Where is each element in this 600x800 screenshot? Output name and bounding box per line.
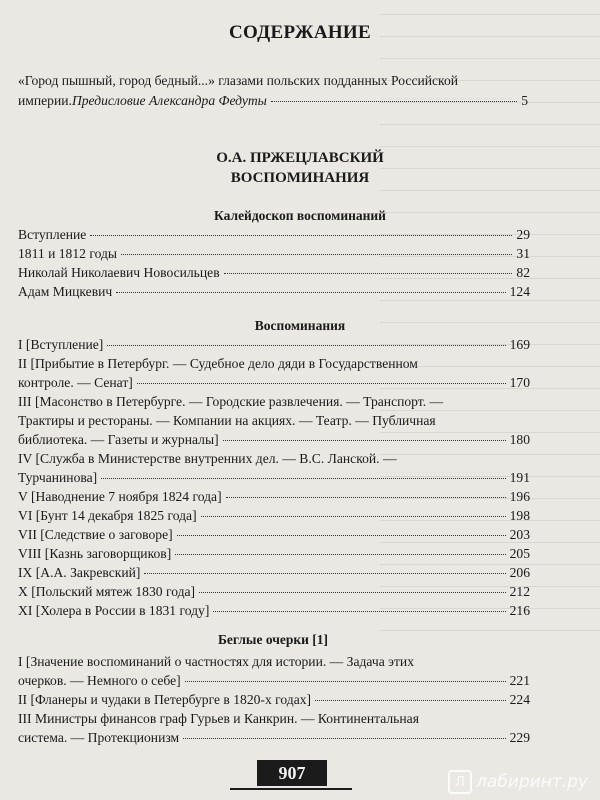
author-name: О.А. ПРЖЕЦЛАВСКИЙ (216, 150, 384, 166)
toc-entry (18, 392, 530, 449)
toc-entry-line (18, 335, 530, 354)
page-number: 206 (509, 565, 530, 580)
toc-entry-text: библиотека. — Газеты и журналы] (18, 432, 219, 447)
page-number: 5 (521, 93, 528, 108)
preface-entry (18, 71, 528, 111)
toc-entry-line (18, 282, 530, 301)
preface-italic: Предисловие Александра Федуты (71, 93, 267, 108)
leader-dots (271, 101, 517, 102)
toc-entry-line (18, 728, 530, 747)
toc-entry-line (18, 373, 530, 392)
toc-entry (18, 525, 530, 544)
toc-entry (18, 263, 530, 282)
toc-entry (18, 225, 530, 244)
toc-kaleidoscope (18, 225, 530, 301)
toc-entry-line (18, 563, 530, 582)
leader-dots (315, 700, 506, 701)
preface-line-1: «Город пышный, город бедный...» глазами польских подданных Российской (18, 73, 459, 88)
page-number: 221 (509, 673, 530, 688)
toc-entry-text: VIII [Казнь заговорщиков] (18, 546, 172, 561)
page-number: 216 (509, 603, 530, 618)
preface-line-2 (18, 91, 528, 111)
toc-entry (18, 335, 530, 354)
toc-entry (18, 244, 530, 263)
section-heading-kaleidoscope: Калейдоскоп воспоминаний (214, 208, 386, 223)
toc-entry-line (18, 354, 530, 373)
leader-dots (201, 516, 506, 517)
toc-entry-line (18, 671, 530, 690)
toc-entry-line (18, 263, 530, 282)
page-folio: 907 (257, 760, 327, 786)
toc-entry-text: IV [Служба в Министерстве внутренних дел. — В.С. Ланской. — (18, 451, 397, 466)
page-number: 196 (509, 489, 530, 504)
toc-entry-text: 1811 и 1812 годы (18, 246, 118, 261)
toc-entry-line (18, 652, 530, 671)
toc-entry-line (18, 411, 530, 430)
leader-dots (199, 592, 506, 593)
toc-entry-text: I [Значение воспоминаний о частностях для истории. — Задача этих (18, 654, 415, 669)
toc-entry (18, 506, 530, 525)
leader-dots (90, 235, 512, 236)
toc-entry-text: I [Вступление] (18, 337, 104, 352)
page-number: 205 (509, 546, 530, 561)
watermark (448, 770, 588, 794)
toc-entry-line (18, 487, 530, 506)
leader-dots (224, 273, 513, 274)
toc-entry-line (18, 525, 530, 544)
toc-entry (18, 563, 530, 582)
toc-entry-line (18, 468, 530, 487)
toc-entry-text: III Министры финансов граф Гурьев и Канкрин. — Континентальная (18, 711, 419, 726)
page-number: 229 (509, 730, 530, 745)
toc-entry (18, 582, 530, 601)
page-number: 82 (516, 265, 530, 280)
leader-dots (107, 345, 505, 346)
leader-dots (177, 535, 506, 536)
page-number: 191 (509, 470, 530, 485)
leader-dots (183, 738, 505, 739)
leader-dots (116, 292, 505, 293)
toc-entry (18, 354, 530, 392)
leader-dots (185, 681, 506, 682)
page-number: 124 (509, 284, 530, 299)
toc-entry-text: контроле. — Сенат] (18, 375, 133, 390)
toc-sketches (18, 652, 530, 747)
toc-entry-text: III [Масонство в Петербурге. — Городские развлечения. — Транспорт. — (18, 394, 444, 409)
toc-entry (18, 709, 530, 747)
leader-dots (101, 478, 505, 479)
page-title: СОДЕРЖАНИЕ (229, 22, 371, 43)
toc-entry-text: X [Польский мятеж 1830 года] (18, 584, 196, 599)
toc-entry-text: система. — Протекционизм (18, 730, 180, 745)
page-number: 203 (509, 527, 530, 542)
toc-entry-line (18, 544, 530, 563)
page-number: 224 (509, 692, 530, 707)
toc-entry-text: II [Прибытие в Петербург. — Судебное дело дяди в Государственном (18, 356, 418, 371)
toc-entry (18, 487, 530, 506)
watermark-text: лабиринт.ру (476, 772, 588, 792)
section-heading-sketches: Беглые очерки [1] (218, 632, 329, 647)
work-title: ВОСПОМИНАНИЯ (230, 170, 370, 186)
toc-memoirs (18, 335, 530, 620)
toc-entry-text: Адам Мицкевич (18, 284, 113, 299)
folio-rule (230, 788, 352, 790)
toc-entry (18, 282, 530, 301)
leader-dots (121, 254, 512, 255)
toc-entry-text: Вступление (18, 227, 87, 242)
toc-entry (18, 652, 530, 690)
toc-entry-line (18, 244, 530, 263)
labirint-logo-icon: Л (448, 770, 472, 794)
leader-dots (137, 383, 506, 384)
page-number: 198 (509, 508, 530, 523)
page-number: 29 (516, 227, 530, 242)
leader-dots (226, 497, 506, 498)
toc-entry-line (18, 690, 530, 709)
toc-entry-text: Турчанинова] (18, 470, 98, 485)
page-number: 170 (509, 375, 530, 390)
toc-entry-line (18, 582, 530, 601)
preface-plain: империи. (18, 93, 72, 108)
toc-entry-line (18, 430, 530, 449)
toc-entry-text: Трактиры и рестораны. — Компании на акциях. — Театр. — Публичная (18, 413, 436, 428)
toc-entry-line (18, 392, 530, 411)
author-heading (0, 148, 600, 188)
toc-entry-text: XI [Холера в России в 1831 году] (18, 603, 210, 618)
leader-dots (144, 573, 505, 574)
page-number: 212 (509, 584, 530, 599)
leader-dots (223, 440, 506, 441)
page-number: 31 (516, 246, 530, 261)
toc-entry-text: очерков. — Немного о себе] (18, 673, 181, 688)
toc-entry (18, 690, 530, 709)
page-number: 169 (509, 337, 530, 352)
toc-entry-text: VI [Бунт 14 декабря 1825 года] (18, 508, 197, 523)
toc-entry-text: VII [Следствие о заговоре] (18, 527, 173, 542)
toc-entry-line (18, 225, 530, 244)
toc-entry-text: II [Фланеры и чудаки в Петербурге в 1820-х годах] (18, 692, 312, 707)
section-heading-memoirs: Воспоминания (254, 318, 346, 333)
leader-dots (175, 554, 505, 555)
toc-entry-text: V [Наводнение 7 ноября 1824 года] (18, 489, 222, 504)
leader-dots (213, 611, 505, 612)
toc-entry-line (18, 506, 530, 525)
toc-entry-text: Николай Николаевич Новосильцев (18, 265, 220, 280)
toc-entry (18, 544, 530, 563)
toc-entry (18, 601, 530, 620)
toc-entry-text: IX [А.А. Закревский] (18, 565, 141, 580)
page-number: 180 (509, 432, 530, 447)
toc-entry (18, 449, 530, 487)
toc-entry-line (18, 601, 530, 620)
toc-entry-line (18, 709, 530, 728)
toc-entry-line (18, 449, 530, 468)
